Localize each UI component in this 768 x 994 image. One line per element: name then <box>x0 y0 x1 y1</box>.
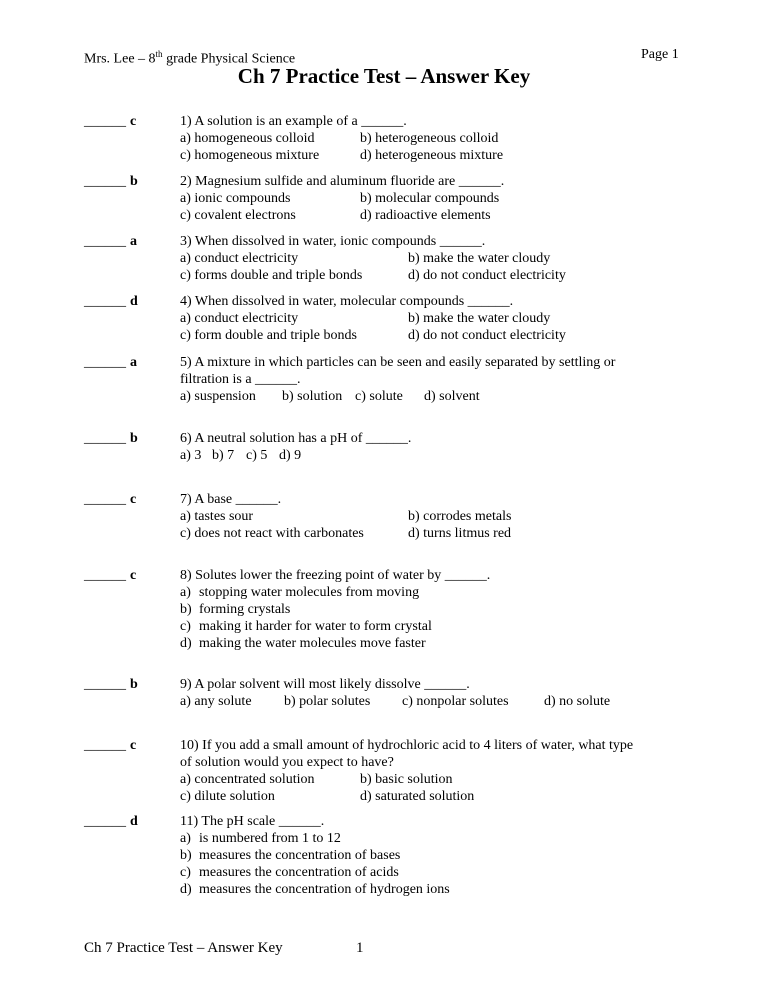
option-text: is numbered from 1 to 12 <box>199 831 341 846</box>
option-text: forming crystals <box>199 602 291 617</box>
answer-underline: ______ <box>84 492 126 507</box>
footer-title: Ch 7 Practice Test – Answer Key <box>84 940 283 956</box>
option-text: stopping water molecules from moving <box>199 585 420 600</box>
option-text: c) dilute solution <box>180 789 275 804</box>
answer-underline: ______ <box>84 294 126 309</box>
answer-letter: a <box>130 355 137 370</box>
answer-letter: a <box>130 234 137 249</box>
answer-underline: ______ <box>84 234 126 249</box>
option-text: a) tastes sour <box>180 509 254 524</box>
answer-underline: ______ <box>84 738 126 753</box>
option-text: c) form double and triple bonds <box>180 328 357 343</box>
answer-underline: ______ <box>84 568 126 583</box>
option-text: a) <box>180 585 191 600</box>
question-stem-text: 8) Solutes lower the freezing point of water by ______. <box>180 568 491 583</box>
option-text: a) concentrated solution <box>180 772 315 787</box>
option-text: c) does not react with carbonates <box>180 526 364 541</box>
option-text: c) solute <box>355 389 403 404</box>
option-text: b) molecular compounds <box>360 191 500 206</box>
option-text: c) forms double and triple bonds <box>180 268 363 283</box>
option-text: d) no solute <box>544 694 611 709</box>
option-text: a) homogeneous colloid <box>180 131 315 146</box>
option-text: b) make the water cloudy <box>408 251 551 266</box>
option-text: a) ionic compounds <box>180 191 291 206</box>
option-text: c) <box>180 619 191 634</box>
option-text: a) suspension <box>180 389 256 404</box>
option-text: b) polar solutes <box>284 694 371 709</box>
answer-letter: b <box>130 431 138 446</box>
option-text: d) saturated solution <box>360 789 475 804</box>
option-text: a) <box>180 831 191 846</box>
answer-blank <box>84 293 138 310</box>
answer-blank <box>84 173 138 190</box>
answer-blank <box>84 813 138 830</box>
header-course-prefix: Mrs. Lee – 8 <box>84 51 156 67</box>
option-text: a) conduct electricity <box>180 251 299 266</box>
page-title: Ch 7 Practice Test – Answer Key <box>237 64 531 88</box>
option-text: making the water molecules move faster <box>199 636 426 651</box>
answer-letter: d <box>130 294 138 309</box>
question-stem-text: 7) A base ______. <box>180 492 282 507</box>
option-text: c) covalent electrons <box>180 208 296 223</box>
header-course-suffix: grade Physical Science <box>162 51 296 67</box>
option-text: b) <box>180 602 192 617</box>
answer-letter: d <box>130 814 138 829</box>
option-text: measures the concentration of bases <box>199 848 401 863</box>
question-stem-text: 11) The pH scale ______. <box>180 814 325 829</box>
option-text: d) heterogeneous mixture <box>360 148 504 163</box>
option-text: filtration is a ______. <box>180 372 301 387</box>
answer-blank <box>84 676 138 693</box>
answer-letter: b <box>130 174 138 189</box>
footer-page-number: 1 <box>356 940 364 956</box>
answer-underline: ______ <box>84 431 126 446</box>
answer-underline: ______ <box>84 677 126 692</box>
answer-blank <box>84 567 136 584</box>
option-text: c) <box>180 865 191 880</box>
option-text: of solution would you expect to have? <box>180 755 394 770</box>
option-text: b) solution <box>282 389 343 404</box>
page-label: Page 1 <box>641 47 679 62</box>
option-text: c) nonpolar solutes <box>402 694 509 709</box>
option-text: measures the concentration of hydrogen ions <box>199 882 450 897</box>
option-text: d) <box>180 636 192 651</box>
option-text: a) conduct electricity <box>180 311 299 326</box>
question-stem-text: 6) A neutral solution has a pH of ______. <box>180 431 412 446</box>
answer-underline: ______ <box>84 814 126 829</box>
option-text: a) 3 <box>180 448 202 463</box>
answer-letter: c <box>130 738 137 753</box>
option-text: b) heterogeneous colloid <box>360 131 499 146</box>
answer-blank <box>84 233 137 250</box>
option-text: b) <box>180 848 192 863</box>
option-text: b) basic solution <box>360 772 453 787</box>
header-superscript: th <box>155 49 163 59</box>
option-text: d) <box>180 882 192 897</box>
option-text: b) 7 <box>212 448 235 463</box>
option-text: d) radioactive elements <box>360 208 491 223</box>
option-text: d) solvent <box>424 389 480 404</box>
answer-underline: ______ <box>84 355 126 370</box>
option-text: a) any solute <box>180 694 252 709</box>
option-text: b) make the water cloudy <box>408 311 551 326</box>
option-text: d) 9 <box>279 448 302 463</box>
question-stem-text: 4) When dissolved in water, molecular compounds ______. <box>180 294 514 309</box>
answer-underline: ______ <box>84 174 126 189</box>
answer-blank <box>84 113 136 130</box>
option-text: c) 5 <box>246 448 268 463</box>
answer-letter: c <box>130 114 137 129</box>
answer-blank <box>84 354 137 371</box>
option-text: c) homogeneous mixture <box>180 148 320 163</box>
option-text: d) do not conduct electricity <box>408 268 566 283</box>
option-text: d) do not conduct electricity <box>408 328 566 343</box>
option-text: b) corrodes metals <box>408 509 512 524</box>
question-stem-text: 3) When dissolved in water, ionic compounds ______. <box>180 234 486 249</box>
answer-blank <box>84 491 136 508</box>
option-text: making it harder for water to form crystal <box>199 619 432 634</box>
question-stem-text: 9) A polar solvent will most likely dissolve ______. <box>180 677 470 692</box>
answer-blank <box>84 737 136 754</box>
question-stem-text: 1) A solution is an example of a ______. <box>180 114 407 129</box>
option-text: d) turns litmus red <box>408 526 512 541</box>
answer-blank <box>84 430 138 447</box>
answer-letter: c <box>130 492 137 507</box>
question-stem-text: 5) A mixture in which particles can be seen and easily separated by settling or <box>180 355 616 370</box>
question-stem-text: 2) Magnesium sulfide and aluminum fluoride are ______. <box>180 174 505 189</box>
answer-letter: c <box>130 568 137 583</box>
answer-letter: b <box>130 677 138 692</box>
question-stem-text: 10) If you add a small amount of hydrochloric acid to 4 liters of water, what type <box>180 738 634 753</box>
option-text: measures the concentration of acids <box>199 865 399 880</box>
answer-underline: ______ <box>84 114 126 129</box>
